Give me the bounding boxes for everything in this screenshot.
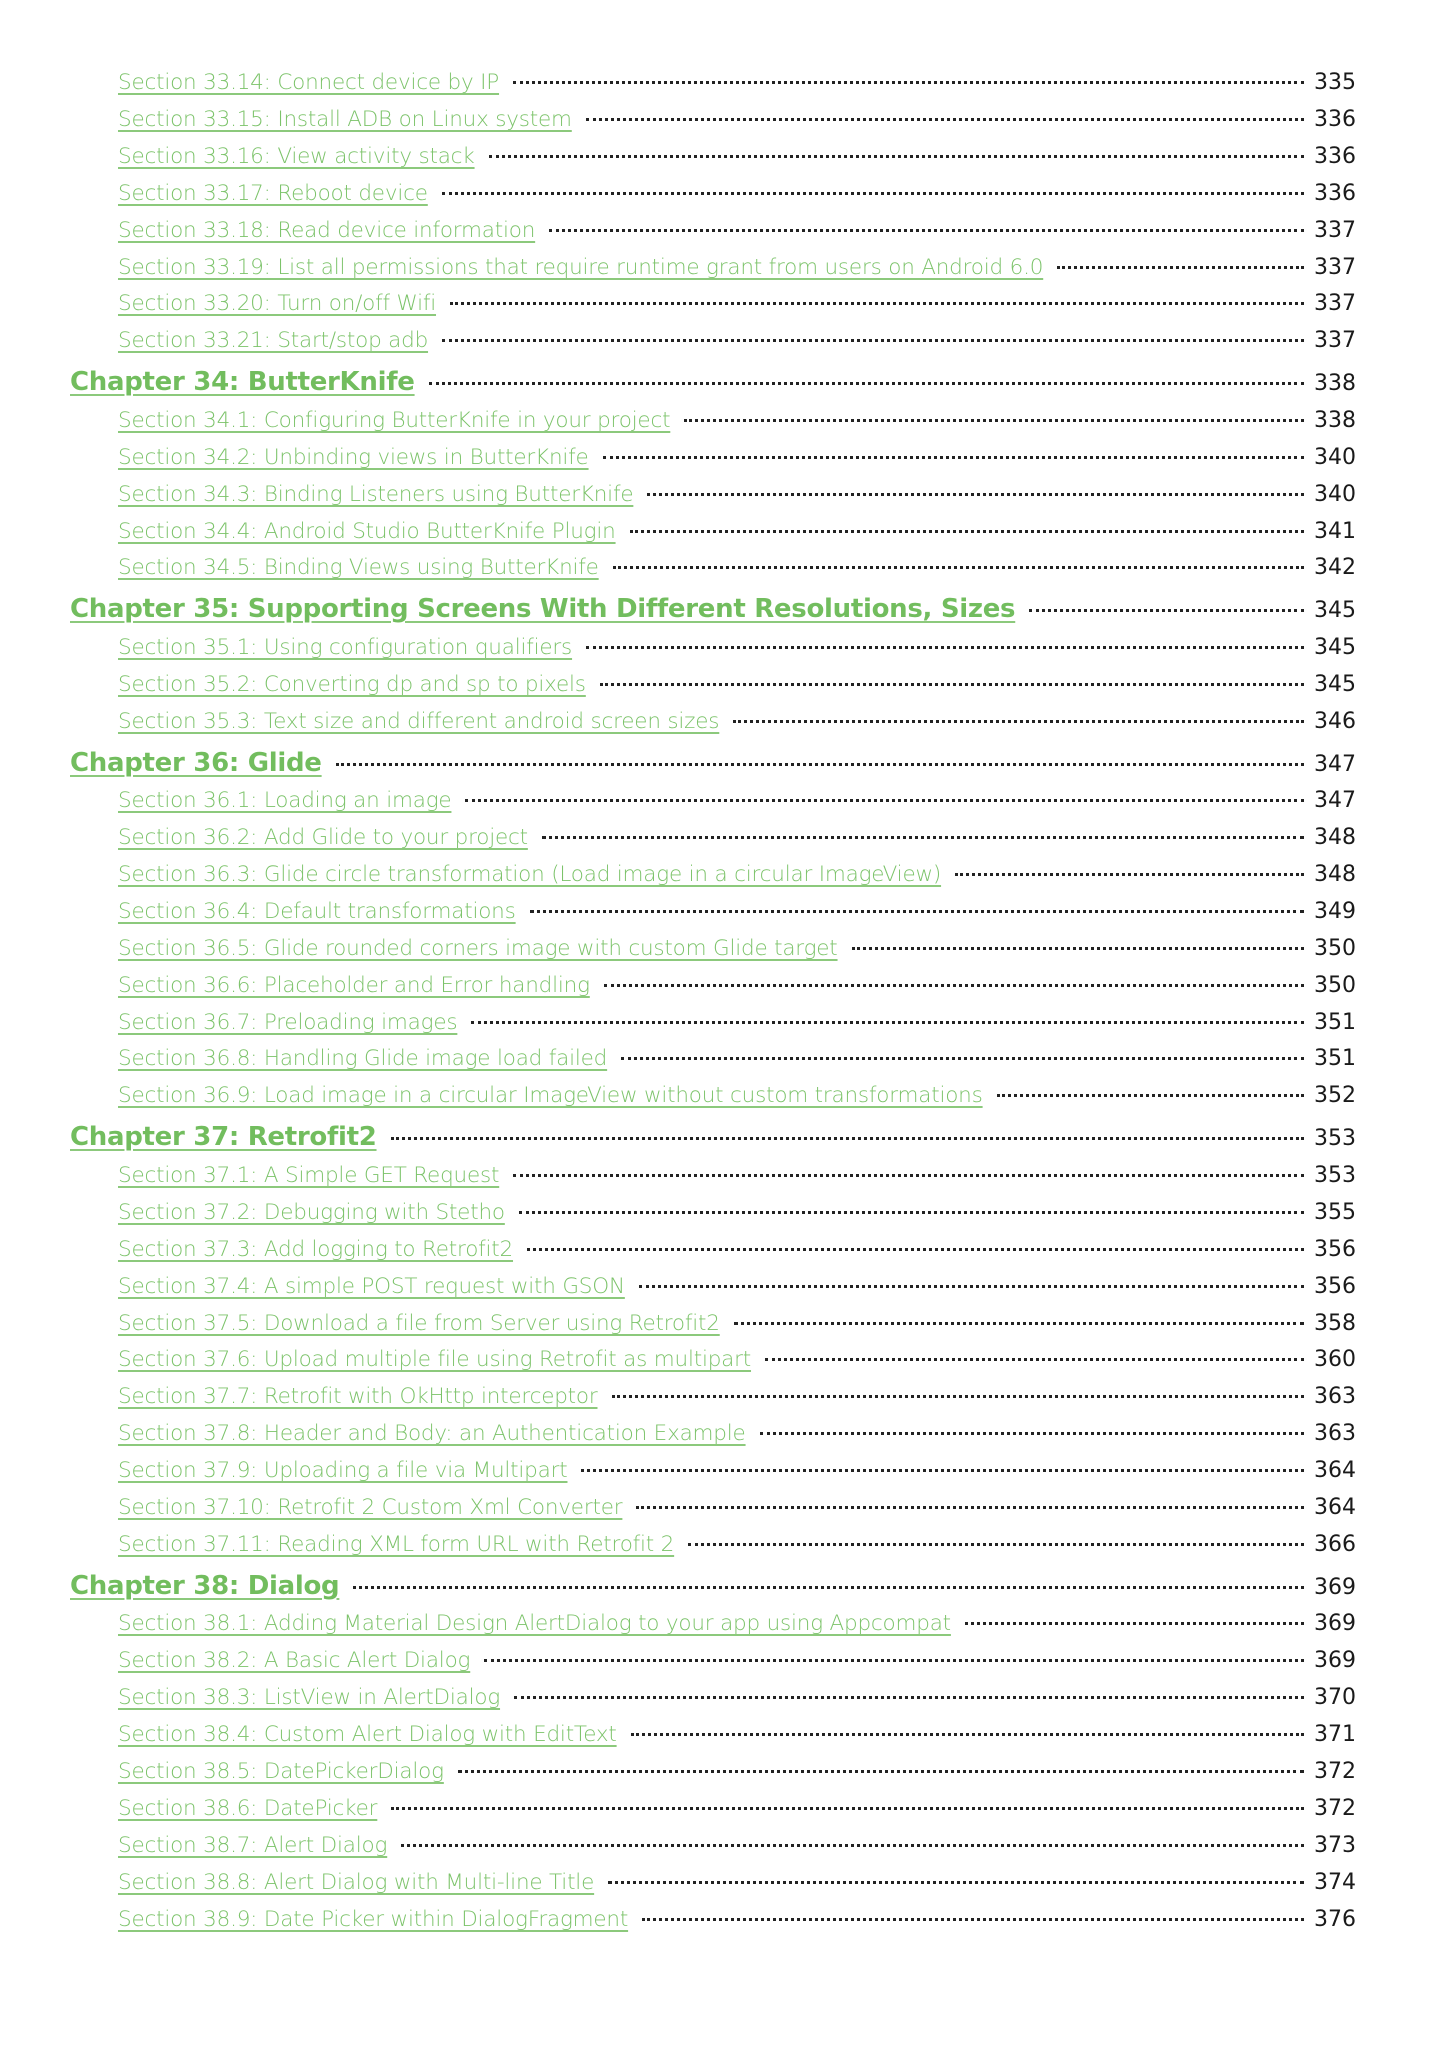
page-number: 351 <box>1314 1010 1356 1035</box>
section-link[interactable]: Section 33.16: View activity stack <box>118 144 475 169</box>
toc-chapter-row[interactable] <box>70 594 1356 634</box>
page-number: 338 <box>1314 408 1356 433</box>
section-link[interactable]: Section 36.2: Add Glide to your project <box>118 825 528 850</box>
dot-leader <box>527 1248 1304 1251</box>
section-link[interactable]: Section 33.15: Install ADB on Linux system <box>118 107 572 132</box>
section-link[interactable]: Section 38.9: Date Picker within DialogFragment <box>118 1907 629 1932</box>
toc-section-row[interactable] <box>118 862 1356 898</box>
page-number: 345 <box>1314 598 1356 623</box>
section-link[interactable]: Section 37.9: Uploading a file via Multipart <box>118 1458 568 1483</box>
section-link[interactable]: Section 36.1: Loading an image <box>118 788 452 813</box>
section-link[interactable]: Section 35.1: Using configuration qualifiers <box>118 635 573 660</box>
page-number: 353 <box>1314 1163 1356 1188</box>
page-number: 348 <box>1314 825 1356 850</box>
toc-section-row[interactable] <box>118 1046 1356 1082</box>
dot-leader <box>631 1733 1304 1736</box>
dot-leader <box>450 302 1304 305</box>
toc-section-row[interactable] <box>118 144 1356 180</box>
dot-leader <box>336 763 1304 766</box>
dot-leader <box>760 1432 1304 1435</box>
dot-leader <box>955 873 1304 876</box>
page-number: 356 <box>1314 1274 1356 1299</box>
dot-leader <box>513 81 1304 84</box>
dot-leader <box>391 1137 1304 1140</box>
page-number: 341 <box>1314 519 1356 544</box>
section-link[interactable]: Section 36.3: Glide circle transformation (Load image in a circular ImageView) <box>118 862 942 887</box>
page-number: 371 <box>1314 1722 1356 1747</box>
page-number: 370 <box>1314 1685 1356 1710</box>
toc-chapter-row[interactable] <box>70 748 1356 788</box>
dot-leader <box>353 1586 1304 1589</box>
dot-leader <box>513 1174 1304 1177</box>
page-number: 347 <box>1314 752 1356 777</box>
dot-leader <box>997 1094 1304 1097</box>
section-link[interactable]: Section 33.20: Turn on/off Wifi <box>118 291 437 316</box>
toc-section-row[interactable] <box>118 181 1356 217</box>
toc-section-row[interactable] <box>118 408 1356 444</box>
section-link[interactable]: Section 36.8: Handling Glide image load failed <box>118 1046 608 1071</box>
section-link[interactable]: Section 38.7: Alert Dialog <box>118 1833 388 1858</box>
page-number: 358 <box>1314 1311 1356 1336</box>
section-link[interactable]: Section 34.5: Binding Views using ButterKnife <box>118 555 599 580</box>
toc-section-row[interactable] <box>118 1759 1356 1795</box>
dot-leader <box>391 1807 1304 1810</box>
section-link[interactable]: Section 38.8: Alert Dialog with Multi-line Title <box>118 1870 595 1895</box>
chapter-link[interactable]: Chapter 35: Supporting Screens With Different Resolutions, Sizes <box>70 594 1016 624</box>
page-number: 352 <box>1314 1083 1356 1108</box>
dot-leader <box>603 456 1304 459</box>
toc-section-row[interactable] <box>118 1200 1356 1236</box>
section-link[interactable]: Section 38.4: Custom Alert Dialog with EditText <box>118 1722 617 1747</box>
dot-leader <box>647 493 1304 496</box>
dot-leader <box>688 1543 1304 1546</box>
section-link[interactable]: Section 33.21: Start/stop adb <box>118 328 429 353</box>
section-link[interactable]: Section 38.6: DatePicker <box>118 1796 378 1821</box>
dot-leader <box>733 720 1304 723</box>
section-link[interactable]: Section 38.5: DatePickerDialog <box>118 1759 444 1784</box>
dot-leader <box>639 1285 1304 1288</box>
dot-leader <box>586 118 1304 121</box>
toc-section-row[interactable] <box>118 1458 1356 1494</box>
section-link[interactable]: Section 37.7: Retrofit with OkHttp interceptor <box>118 1384 598 1409</box>
section-link[interactable]: Section 38.2: A Basic Alert Dialog <box>118 1648 471 1673</box>
toc-section-row[interactable] <box>118 899 1356 935</box>
dot-leader <box>1029 609 1304 612</box>
section-link[interactable]: Section 33.17: Reboot device <box>118 181 428 206</box>
toc-section-row[interactable] <box>118 709 1356 745</box>
toc-section-row[interactable] <box>118 70 1356 106</box>
section-link[interactable]: Section 38.3: ListView in AlertDialog <box>118 1685 501 1710</box>
toc-chapter-row[interactable] <box>70 1122 1356 1162</box>
toc-section-row[interactable] <box>118 1274 1356 1310</box>
toc-section-row[interactable] <box>118 1907 1356 1943</box>
section-link[interactable]: Section 37.5: Download a file from Server using Retrofit2 <box>118 1311 720 1336</box>
toc-section-row[interactable] <box>118 936 1356 972</box>
toc-section-row[interactable] <box>118 1648 1356 1684</box>
dot-leader <box>442 192 1304 195</box>
dot-leader <box>1057 266 1304 269</box>
toc-section-row[interactable] <box>118 1685 1356 1721</box>
toc-section-row[interactable] <box>118 672 1356 708</box>
page-number: 336 <box>1314 107 1356 132</box>
dot-leader <box>542 836 1304 839</box>
section-link[interactable]: Section 38.1: Adding Material Design AlertDialog to your app using Appcompat <box>118 1611 951 1636</box>
toc-section-row[interactable] <box>118 825 1356 861</box>
page-number: 350 <box>1314 936 1356 961</box>
toc-section-row[interactable] <box>118 328 1356 364</box>
dot-leader <box>965 1622 1304 1625</box>
section-link[interactable]: Section 37.1: A Simple GET Request <box>118 1163 500 1188</box>
dot-leader <box>586 646 1304 649</box>
page-number: 363 <box>1314 1384 1356 1409</box>
toc-section-row[interactable] <box>118 1870 1356 1906</box>
section-link[interactable]: Section 36.7: Preloading images <box>118 1010 458 1035</box>
section-link[interactable]: Section 36.4: Default transformations <box>118 899 516 924</box>
toc-section-row[interactable] <box>118 1083 1356 1119</box>
page-number: 369 <box>1314 1575 1356 1600</box>
section-link[interactable]: Section 37.4: A simple POST request with GSON <box>118 1274 625 1299</box>
section-link[interactable]: Section 37.10: Retrofit 2 Custom Xml Converter <box>118 1495 623 1520</box>
dot-leader <box>514 1696 1304 1699</box>
page-number: 337 <box>1314 291 1356 316</box>
toc-section-row[interactable] <box>118 788 1356 824</box>
section-link[interactable]: Section 37.3: Add logging to Retrofit2 <box>118 1237 514 1262</box>
section-link[interactable]: Section 37.6: Upload multiple file using Retrofit as multipart <box>118 1347 752 1372</box>
page-number: 353 <box>1314 1126 1356 1151</box>
dot-leader <box>442 339 1304 342</box>
page-number: 336 <box>1314 144 1356 169</box>
toc-chapter-row[interactable] <box>70 367 1356 407</box>
page-number: 364 <box>1314 1458 1356 1483</box>
toc-section-row[interactable] <box>118 291 1356 327</box>
page-number: 346 <box>1314 709 1356 734</box>
page-number: 337 <box>1314 218 1356 243</box>
dot-leader <box>630 530 1304 533</box>
dot-leader <box>471 1021 1304 1024</box>
toc-section-row[interactable] <box>118 1611 1356 1647</box>
page-number: 345 <box>1314 672 1356 697</box>
section-link[interactable]: Section 36.9: Load image in a circular ImageView without custom transformations <box>118 1083 983 1108</box>
dot-leader <box>734 1322 1304 1325</box>
toc-section-row[interactable] <box>118 107 1356 143</box>
toc-section-row[interactable] <box>118 1010 1356 1046</box>
section-link[interactable]: Section 36.5: Glide rounded corners image with custom Glide target <box>118 936 838 961</box>
page-number: 337 <box>1314 328 1356 353</box>
page-number: 340 <box>1314 445 1356 470</box>
section-link[interactable]: Section 33.19: List all permissions that require runtime grant from users on Android 6.0 <box>118 255 1044 280</box>
toc-section-row[interactable] <box>118 1421 1356 1457</box>
section-link[interactable]: Section 34.3: Binding Listeners using ButterKnife <box>118 482 634 507</box>
toc-section-row[interactable] <box>118 445 1356 481</box>
dot-leader <box>581 1469 1304 1472</box>
dot-leader <box>484 1659 1304 1662</box>
page-number: 376 <box>1314 1907 1356 1932</box>
page-number: 364 <box>1314 1495 1356 1520</box>
toc-section-row[interactable] <box>118 555 1356 591</box>
dot-leader <box>684 419 1304 422</box>
page-number: 338 <box>1314 371 1356 396</box>
page-number: 349 <box>1314 899 1356 924</box>
toc-section-row[interactable] <box>118 519 1356 555</box>
chapter-link[interactable]: Chapter 37: Retrofit2 <box>70 1122 377 1152</box>
dot-leader <box>600 683 1304 686</box>
page-number: 363 <box>1314 1421 1356 1446</box>
dot-leader <box>621 1057 1304 1060</box>
toc-section-row[interactable] <box>118 1722 1356 1758</box>
toc-section-row[interactable] <box>118 1833 1356 1869</box>
page-number: 342 <box>1314 555 1356 580</box>
section-link[interactable]: Section 35.3: Text size and different android screen sizes <box>118 709 720 734</box>
chapter-link[interactable]: Chapter 38: Dialog <box>70 1571 340 1601</box>
toc-section-row[interactable] <box>118 1237 1356 1273</box>
page-number: 369 <box>1314 1611 1356 1636</box>
dot-leader <box>530 910 1304 913</box>
page-number: 340 <box>1314 482 1356 507</box>
section-link[interactable]: Section 34.4: Android Studio ButterKnife Plugin <box>118 519 616 544</box>
toc-section-row[interactable] <box>118 1347 1356 1383</box>
section-link[interactable]: Section 34.2: Unbinding views in ButterKnife <box>118 445 589 470</box>
section-link[interactable]: Section 37.2: Debugging with Stetho <box>118 1200 505 1225</box>
toc-section-row[interactable] <box>118 1163 1356 1199</box>
dot-leader <box>608 1881 1304 1884</box>
toc-section-row[interactable] <box>118 1384 1356 1420</box>
toc-chapter-row[interactable] <box>70 1571 1356 1611</box>
toc-section-row[interactable] <box>118 1796 1356 1832</box>
section-link[interactable]: Section 36.6: Placeholder and Error handling <box>118 973 590 998</box>
dot-leader <box>458 1770 1304 1773</box>
dot-leader <box>765 1358 1304 1361</box>
toc-section-row[interactable] <box>118 1495 1356 1531</box>
toc-section-row[interactable] <box>118 255 1356 291</box>
page-number: 366 <box>1314 1532 1356 1557</box>
dot-leader <box>519 1211 1304 1214</box>
chapter-link[interactable]: Chapter 36: Glide <box>70 748 322 778</box>
dot-leader <box>465 799 1304 802</box>
section-link[interactable]: Section 34.1: Configuring ButterKnife in your project <box>118 408 671 433</box>
page-number: 360 <box>1314 1347 1356 1372</box>
toc-section-row[interactable] <box>118 635 1356 671</box>
page-number: 374 <box>1314 1870 1356 1895</box>
dot-leader <box>612 1395 1305 1398</box>
page-number: 335 <box>1314 70 1356 95</box>
toc-section-row[interactable] <box>118 482 1356 518</box>
dot-leader <box>613 566 1304 569</box>
page-number: 372 <box>1314 1796 1356 1821</box>
chapter-link[interactable]: Chapter 34: ButterKnife <box>70 367 415 397</box>
dot-leader <box>549 229 1304 232</box>
page-number: 356 <box>1314 1237 1356 1262</box>
dot-leader <box>604 984 1304 987</box>
section-link[interactable]: Section 37.8: Header and Body: an Authentication Example <box>118 1421 746 1446</box>
page-number: 348 <box>1314 862 1356 887</box>
dot-leader <box>636 1506 1304 1509</box>
page-number: 345 <box>1314 635 1356 660</box>
section-link[interactable]: Section 35.2: Converting dp and sp to pixels <box>118 672 586 697</box>
page-number: 369 <box>1314 1648 1356 1673</box>
dot-leader <box>489 155 1304 158</box>
dot-leader <box>429 382 1304 385</box>
toc-section-row[interactable] <box>118 973 1356 1009</box>
toc-section-row[interactable] <box>118 1532 1356 1568</box>
dot-leader <box>852 947 1304 950</box>
dot-leader <box>642 1918 1304 1921</box>
page-number: 372 <box>1314 1759 1356 1784</box>
page-number: 373 <box>1314 1833 1356 1858</box>
section-link[interactable]: Section 33.18: Read device information <box>118 218 536 243</box>
page-number: 336 <box>1314 181 1356 206</box>
page-number: 347 <box>1314 788 1356 813</box>
toc-section-row[interactable] <box>118 218 1356 254</box>
page-number: 355 <box>1314 1200 1356 1225</box>
page-number: 350 <box>1314 973 1356 998</box>
section-link[interactable]: Section 33.14: Connect device by IP <box>118 70 500 95</box>
page-number: 337 <box>1314 255 1356 280</box>
section-link[interactable]: Section 37.11: Reading XML form URL with Retrofit 2 <box>118 1532 675 1557</box>
toc-section-row[interactable] <box>118 1311 1356 1347</box>
dot-leader <box>401 1844 1304 1847</box>
page-number: 351 <box>1314 1046 1356 1071</box>
